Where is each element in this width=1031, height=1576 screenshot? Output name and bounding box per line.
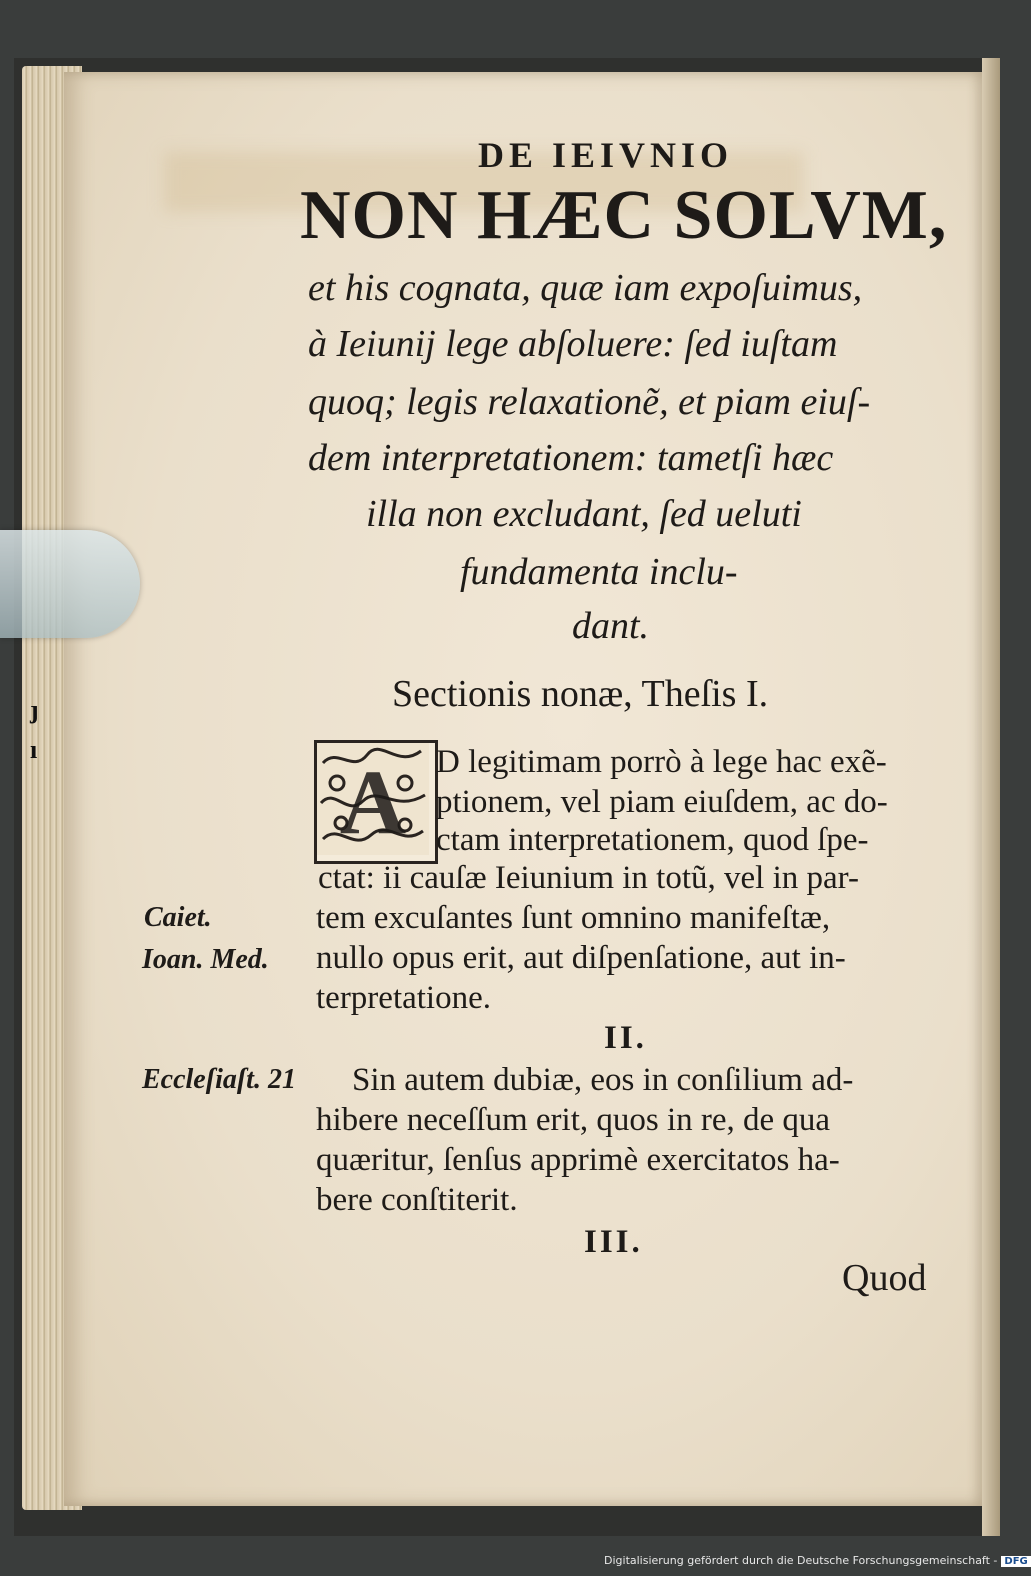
- intro-line: illa non excludant, ſed ueluti: [366, 493, 802, 535]
- margin-note: Eccleſiaſt. 21: [142, 1064, 296, 1095]
- digitization-credit: [604, 1554, 1031, 1574]
- margin-note: Caiet.: [144, 902, 212, 933]
- thesis-line: ctat: ii cauſæ Ieiunium in totũ, vel in par-: [318, 860, 859, 896]
- intro-line: et his cognata, quæ iam expoſuimus,: [308, 267, 863, 309]
- margin-note: Ioan. Med.: [142, 944, 269, 975]
- thesis-line: tem excuſantes ſunt omnino manifeſtæ,: [316, 900, 831, 936]
- catchword: Quod: [842, 1257, 927, 1299]
- thesis-line: Sin autem dubiæ, eos in conſilium ad-: [352, 1062, 854, 1098]
- edge-mark: ı: [30, 735, 38, 764]
- page-clip: [0, 530, 140, 638]
- intro-line: quoq; legis relaxationẽ, et piam eiuſ-: [308, 381, 871, 423]
- thesis-number: II.: [604, 1020, 647, 1056]
- thesis-line: terpretatione.: [316, 980, 491, 1016]
- thesis-number: III.: [584, 1224, 643, 1260]
- intro-line: dem interpretationem: tametſi hæc: [308, 437, 834, 479]
- dfg-logo: DFG: [1001, 1556, 1030, 1567]
- thesis-line: D legitimam porrò à lege hac exẽ-: [436, 744, 887, 780]
- edge-mark: ȷ: [30, 695, 39, 724]
- thesis-line: hibere neceſſum erit, quos in re, de qua: [316, 1102, 831, 1138]
- thesis-line: quæritur, ſenſus apprimè exercitatos ha-: [316, 1142, 840, 1178]
- decorated-initial: [314, 740, 438, 864]
- intro-line: dant.: [572, 605, 650, 647]
- thesis-line: nullo opus erit, aut diſpenſatione, aut in-: [316, 940, 846, 976]
- next-page-edge: [982, 58, 1000, 1536]
- intro-line: à Ieiunij lege abſoluere: ſed iuſtam: [308, 323, 838, 365]
- ornament-pattern: [317, 743, 429, 855]
- credit-text: Digitalisierung gefördert durch die Deutsche Forschungsgemeinschaft -: [604, 1554, 998, 1567]
- thesis-line: ctam interpretationem, quod ſpe-: [436, 822, 869, 858]
- thesis-line: ptionem, vel piam eiuſdem, ac do-: [436, 784, 888, 820]
- running-head: DE IEIVNIO: [478, 135, 734, 175]
- section-heading: Sectionis nonæ, Theſis I.: [392, 673, 769, 715]
- initial-letter: A: [339, 751, 407, 853]
- intro-line: fundamenta inclu-: [460, 551, 738, 593]
- section-title: NON HÆC SOLVM,: [300, 177, 948, 254]
- thesis-line: bere conſtiterit.: [316, 1182, 518, 1218]
